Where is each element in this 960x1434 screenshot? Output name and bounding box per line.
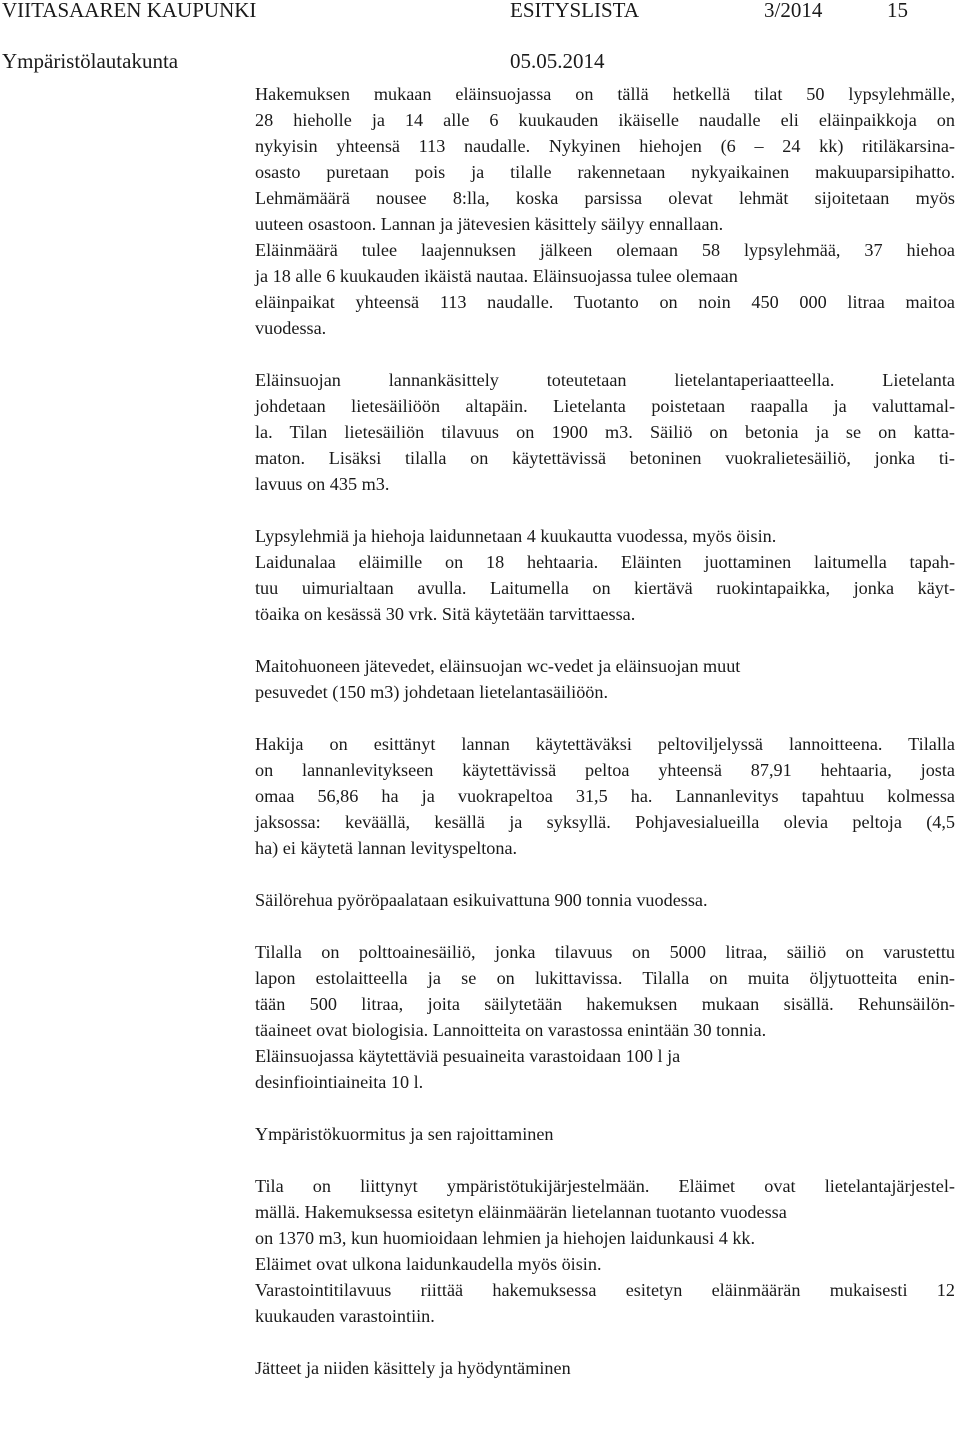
text-line: Lypsylehmiä ja hiehoja laidunnetaan 4 kuukautta vuodessa, myös öisin. [255,526,777,546]
meeting-date: 05.05.2014 [510,49,605,73]
text-line: tuu uimurialtaan avulla. Laitumella on kiertävä ruokintapaikka, jonka käyt- [255,578,955,598]
text-line: Eläinsuojassa käytettäviä pesuaineita varastoidaan 100 l ja [255,1046,681,1066]
text-line: Eläinsuojan lannankäsittely toteutetaan lietelantaperiaatteella. Lietelanta [255,370,955,390]
text-line: Maitohuoneen jätevedet, eläinsuojan wc-vedet ja eläinsuojan muut [255,656,741,676]
text-line: Hakemuksen mukaan eläinsuojassa on tällä hetkellä tilat 50 lypsylehmälle, [255,84,955,104]
text-line: vuodessa. [255,318,327,338]
text-line: maton. Lisäksi tilalla on käytettävissä betoninen vuokralietesäiliö, jonka ti- [255,448,955,468]
text-line: lavuus on 435 m3. [255,474,390,494]
text-line: on lannanlevitykseen käytettävissä peltoa yhteensä 87,91 hehtaaria, josta [255,760,955,780]
text-line: pesuvedet (150 m3) johdetaan lietelantasäiliöön. [255,682,609,702]
text-line: mällä. Hakemuksessa esitetyn eläinmäärän lietelannan tuotanto vuodessa [255,1202,787,1222]
text-line: Laidunalaa eläimille on 18 hehtaaria. Eläinten juottaminen laitumella tapah- [255,552,955,572]
paragraph-environmental-support [255,1173,955,1329]
text-line: Hakija on esittänyt lannan käytettäväksi peltoviljelyssä lannoitteena. Tilalla [255,734,955,754]
paragraph-grazing [255,523,955,627]
board-name: Ympäristölautakunta [2,49,179,73]
document-type: ESITYSLISTA [510,0,639,22]
section-heading-environmental-load: Ympäristökuormitus ja sen rajoittaminen [255,1124,554,1144]
text-line: 28 hieholle ja 14 alle 6 kuukauden ikäiselle naudalle eli eläinpaikkoja on [255,110,955,130]
text-line: jaksossa: keväällä, kesällä ja syksyllä. Pohjavesialueilla olevia peltoja (4,5 [255,812,955,832]
text-line: osasto puretaan pois ja tilalle rakennetaan nykyaikainen makuuparsipihatto. [255,162,955,182]
text-line: eläinpaikat yhteensä 113 naudalle. Tuotanto on noin 450 000 litraa maitoa [255,292,955,312]
text-line: uuteen osastoon. Lannan ja jätevesien käsittely säilyy ennallaan. [255,214,724,234]
text-line: Tila on liittynyt ympäristötukijärjestelmään. Eläimet ovat lietelantajärjestel- [255,1176,955,1196]
paragraph-manure-spreading [255,731,955,861]
text-line: desinfiointiaineita 10 l. [255,1072,424,1092]
text-line: Säilörehua pyöröpaalataan esikuivattuna 900 tonnia vuodessa. [255,890,708,910]
text-line: täaineet ovat biologisia. Lannoitteita on varastossa enintään 30 tonnia. [255,1020,767,1040]
paragraph-manure-handling [255,367,955,497]
section-heading-waste: Jätteet ja niiden käsittely ja hyödyntäminen [255,1358,571,1378]
text-line: Lehmämäärä nousee 8:lla, koska parsissa olevat lehmät sijoitetaan myös [255,188,955,208]
text-line: tään 500 litraa, joita säilytetään hakemuksen mukaan sisällä. Rehunsäilön- [255,994,955,1014]
paragraph-current-status [255,81,955,341]
text-line: nykyisin yhteensä 113 naudalle. Nykyinen hiehojen (6 – 24 kk) ritiläkarsina- [255,136,955,156]
text-line: Eläimet ovat ulkona laidunkaudella myös öisin. [255,1254,602,1274]
text-line: ha) ei käytetä lannan levityspeltona. [255,838,518,858]
document-number: 3/2014 [764,0,823,22]
city-name: VIITASAAREN KAUPUNKI [2,0,257,22]
text-line: johdetaan lietesäiliöön altapäin. Lietelanta poistetaan raapalla ja valuttamal- [255,396,955,416]
document-body [255,81,955,1381]
text-line: Varastointitilavuus riittää hakemuksessa esitetyn eläinmäärän mukaisesti 12 [255,1280,955,1300]
page-number: 15 [887,0,908,22]
paragraph-wastewater [255,653,955,705]
text-line: omaa 56,86 ha ja vuokrapeltoa 31,5 ha. Lannanlevitys tapahtuu kolmessa [255,786,955,806]
text-line: ja 18 alle 6 kuukauden ikäistä nautaa. Eläinsuojassa tulee olemaan [255,266,738,286]
text-line: Tilalla on polttoainesäiliö, jonka tilavuus on 5000 litraa, säiliö on varustettu [255,942,955,962]
text-line: la. Tilan lietesäiliön tilavuus on 1900 m3. Säiliö on betonia ja se on katta- [255,422,955,442]
text-line: lapon estolaitteella ja se on lukittavissa. Tilalla on muita öljytuotteita enin- [255,968,955,988]
text-line: kuukauden varastointiin. [255,1306,435,1326]
paragraph-silage [255,887,955,913]
text-line: töaika on kesässä 30 vrk. Sitä käytetään tarvittaessa. [255,604,636,624]
paragraph-fuel-storage [255,939,955,1095]
text-line: Eläinmäärä tulee laajennuksen jälkeen olemaan 58 lypsylehmää, 37 hiehoa [255,240,955,260]
text-line: on 1370 m3, kun huomioidaan lehmien ja hiehojen laidunkausi 4 kk. [255,1228,756,1248]
